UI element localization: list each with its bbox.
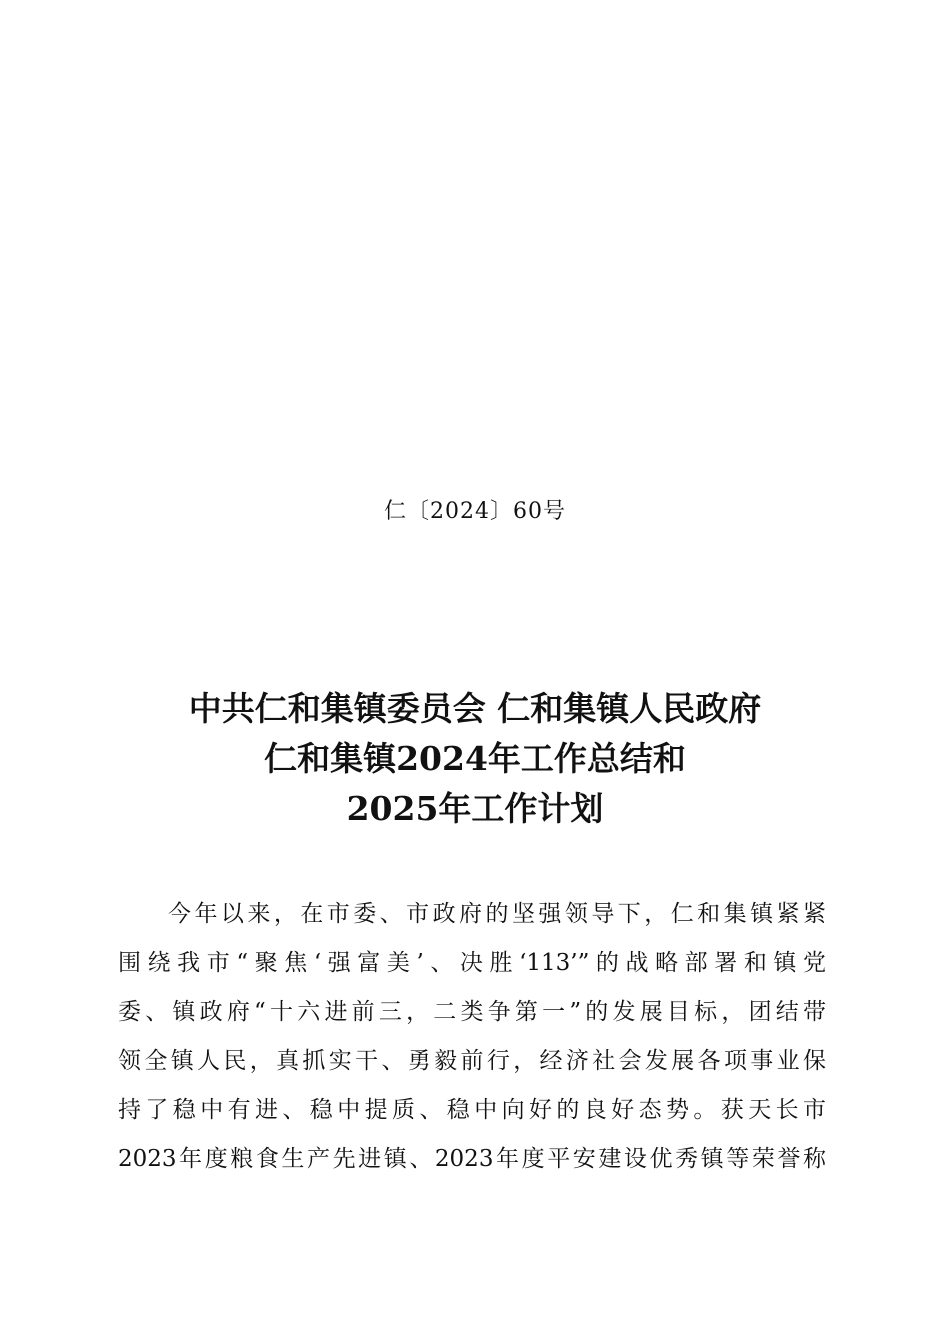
body-line-4: 领全镇人民，真抓实干、勇毅前行，经济社会发展各项事业保 xyxy=(118,1048,826,1074)
title-line-2: 仁和集镇2024年工作总结和 xyxy=(264,739,686,778)
document-number: 仁〔2024〕60号 xyxy=(384,499,566,524)
title-line-1: 中共仁和集镇委员会 仁和集镇人民政府 xyxy=(188,689,762,728)
document-title xyxy=(0,684,950,834)
body-line-3: 委、镇政府“十六进前三，二类争第一”的发展目标，团结带 xyxy=(118,999,826,1025)
body-line-6: 2023年度粮食生产先进镇、2023年度平安建设优秀镇等荣誉称 xyxy=(118,1146,826,1172)
body-paragraph xyxy=(118,890,826,1184)
body-line-1: 今年以来，在市委、市政府的坚强领导下，仁和集镇紧紧 xyxy=(168,901,826,927)
body-line-2: 围绕我市“聚焦‘强富美’、决胜‘113’”的战略部署和镇党 xyxy=(118,950,826,976)
body-line-5: 持了稳中有进、稳中提质、稳中向好的良好态势。获天长市 xyxy=(118,1097,826,1123)
title-line-3: 2025年工作计划 xyxy=(346,789,604,828)
